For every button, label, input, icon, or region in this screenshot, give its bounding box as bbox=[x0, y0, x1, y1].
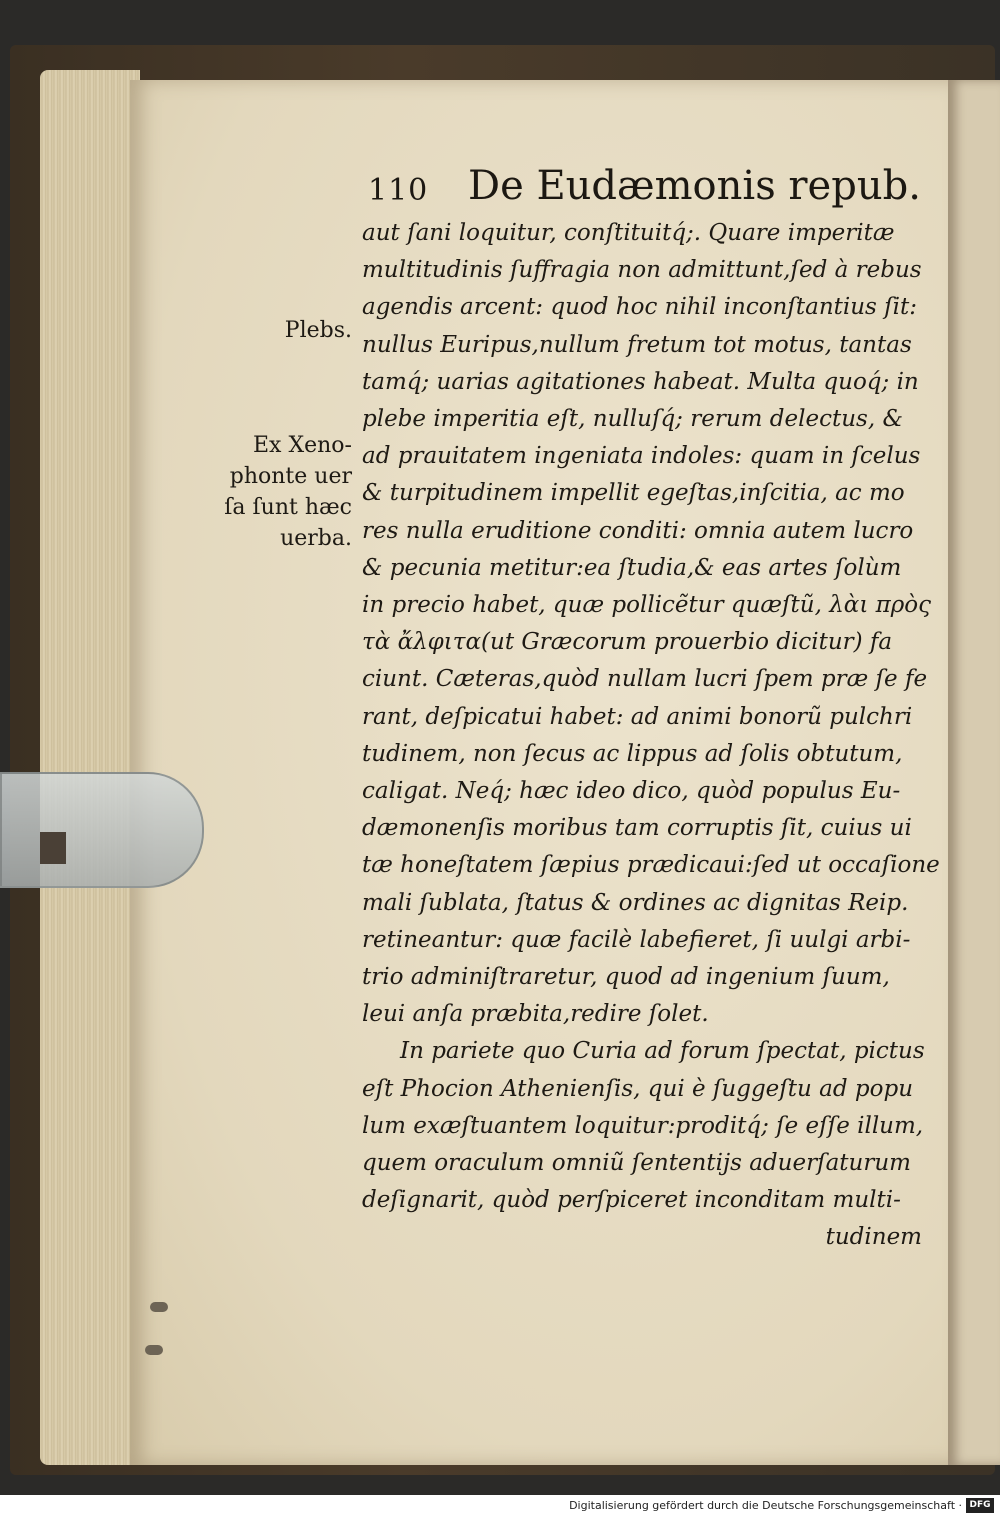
page-hole bbox=[150, 1302, 168, 1312]
text-line: in precio habet, quæ pollicẽtur quæſtũ, λὰι πρὸς bbox=[362, 592, 932, 619]
text-line: trio adminiſtraretur, quod ad ingenium ſuum, bbox=[362, 964, 890, 991]
margin-note-line: Ex Xeno- bbox=[253, 433, 352, 458]
text-line: tudinem, non ſecus ac lippus ad ſolis obtutum, bbox=[362, 740, 903, 767]
page-header bbox=[368, 163, 921, 215]
text-line: ad prauitatem ingeniata indoles: quam in ſcelus bbox=[362, 443, 921, 470]
text-line: res nulla eruditione conditi: omnia autem lucro bbox=[362, 517, 914, 544]
margin-note-plebs: Plebs. bbox=[284, 318, 352, 343]
dfg-logo: DFG bbox=[966, 1498, 994, 1513]
clip-shadow bbox=[40, 832, 66, 864]
text-line: lum exæſtuantem loquitur:proditq́; ſe eſſe illum, bbox=[362, 1112, 924, 1139]
text-line: In pariete quo Curia ad forum ſpectat, pictus bbox=[400, 1038, 925, 1065]
main-text bbox=[362, 215, 940, 1257]
text-line: deſignarit, quòd perſpiceret inconditam multi- bbox=[362, 1187, 901, 1214]
text-line: aut ſani loquitur, conſtituitq́;. Quare imperitæ bbox=[362, 220, 895, 246]
text-line: ciunt. Cæteras,quòd nullam lucri ſpem præ ſe fe bbox=[362, 666, 928, 693]
text-line: caligat. Neq́; hæc ideo dico, quòd populus Eu- bbox=[362, 778, 901, 805]
footer-bar bbox=[0, 1495, 1000, 1518]
page-hole bbox=[145, 1345, 163, 1355]
margin-note-line: ſa ſunt hæc bbox=[224, 495, 352, 520]
text-line: plebe imperitia eſt, nulluſq́; rerum delectus, & bbox=[362, 406, 903, 433]
text-line: retineantur: quæ facilè labefieret, ſi uulgi arbi- bbox=[362, 926, 911, 953]
catchword: tudinem bbox=[825, 1224, 922, 1251]
text-line: leui anſa præbita,redire ſolet. bbox=[362, 1001, 709, 1028]
text-line: mali ſublata, ſtatus & ordines ac dignitas Reip. bbox=[362, 889, 909, 916]
margin-note-line: uerba. bbox=[280, 526, 352, 551]
text-line: multitudinis ſuffragia non admittunt,ſed à rebus bbox=[362, 257, 922, 284]
text-line: τὰ ἄλφιτα(ut Græcorum prouerbio dicitur) fa bbox=[362, 629, 893, 656]
funding-credit: Digitalisierung gefördert durch die Deutsche Forschungsgemeinschaft · bbox=[569, 1499, 962, 1512]
text-line: dæmonenſis moribus tam corruptis ſit, cuius ui bbox=[362, 815, 912, 842]
facing-page-edge bbox=[948, 80, 1000, 1465]
text-line: quem oraculum omniũ ſententijs aduerſaturum bbox=[362, 1150, 911, 1177]
page-clip bbox=[0, 772, 204, 888]
text-line: & pecunia metitur:ea ſtudia,& eas artes ſolùm bbox=[362, 554, 902, 581]
text-line: agendis arcent: quod hoc nihil inconſtantius ſit: bbox=[362, 294, 918, 321]
text-line: & turpitudinem impellit egeſtas,inſcitia, ac mo bbox=[362, 480, 905, 507]
running-title: De Eudæmonis repub. bbox=[468, 163, 921, 209]
text-line: rant, deſpicatui habet: ad animi bonorũ pulchri bbox=[362, 703, 913, 730]
page-number: 110 bbox=[368, 173, 429, 208]
page-edges bbox=[40, 70, 140, 1465]
text-line: eſt Phocion Athenienſis, qui è ſuggeſtu ad popu bbox=[362, 1075, 914, 1102]
text-line: tæ honeſtatem ſæpius prædicaui:ſed ut occaſione bbox=[362, 852, 940, 879]
margin-note-line: phonte uer bbox=[229, 464, 352, 489]
text-line: nullus Euripus,nullum fretum tot motus, tantas bbox=[362, 331, 912, 358]
margin-note-xenophon bbox=[200, 430, 352, 554]
text-line: tamq́; uarias agitationes habeat. Multa quoq́; in bbox=[362, 368, 919, 395]
